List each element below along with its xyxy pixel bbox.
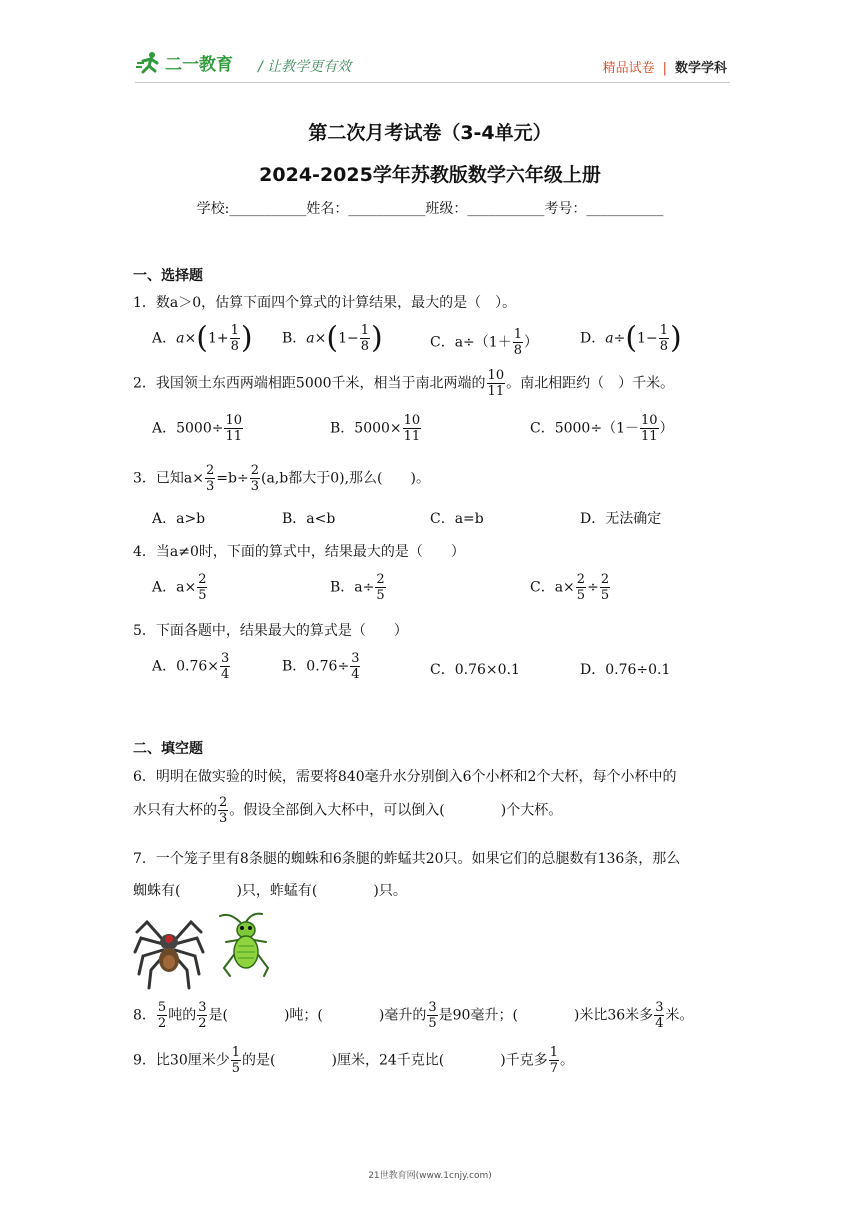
- q4-option-b: B．a÷ $\frac{2}{5}$: [330, 572, 385, 603]
- q4-option-a: A．a× $\frac{2}{5}$: [152, 572, 207, 603]
- q1-option-c: C．a÷（1＋ $\frac{1}{8}$ ）: [430, 327, 538, 358]
- q2-option-a: A．5000÷ $\frac{10}{11}$: [152, 413, 243, 444]
- section-heading-fill: 二、填空题: [133, 741, 203, 757]
- q2-option-c: C．5000÷（1－ $\frac{10}{11}$ ）: [530, 413, 674, 444]
- q5-option-d: D．0.76÷0.1: [580, 662, 671, 678]
- spider-icon: [133, 912, 205, 992]
- q1-option-a: A．a×(1+ $\frac{1}{8}$ ): [152, 320, 253, 356]
- question-1: 1．数a＞0，估算下面四个算式的计算结果，最大的是（ ）。: [133, 295, 517, 311]
- q3-option-b: B．a<b: [282, 511, 336, 527]
- q5-option-b: B．0.76÷ $\frac{3}{4}$: [282, 651, 360, 682]
- question-7-line2: 蜘蛛有( )只，蚱蜢有( )只。: [133, 883, 407, 899]
- header-divider: [135, 82, 730, 83]
- footer-source: 21世教育网(www.1cnjy.com): [368, 1171, 492, 1181]
- question-7-line1: 7．一个笼子里有8条腿的蜘蛛和6条腿的蚱蜢共20只。如果它们的总腿数有136条，那么: [133, 851, 681, 867]
- q3-option-a: A．a>b: [152, 511, 206, 527]
- subject-label: 数学学科: [674, 61, 727, 76]
- q5-option-c: C．0.76×0.1: [430, 662, 520, 678]
- question-6-line2: 水只有大杯的 $\frac{2}{3}$ 。假设全部倒入大杯中，可以倒入( )个大杯。: [133, 795, 563, 826]
- question-4: 4．当a≠0时，下面的算式中，结果最大的是（ ）: [133, 544, 465, 560]
- exam-title: 第二次月考试卷（3-4单元）: [308, 122, 552, 144]
- premium-label: 精品试卷: [602, 61, 655, 76]
- question-2: 2．我国领土东西两端相距5000千米，相当于南北两端的 $\frac{10}{11}$ 。南北相距约（ ）千米。: [133, 368, 675, 399]
- question-8: 8． $\frac{5}{2}$ 吨的 $\frac{3}{2}$ 是( )吨；( )毫升的 $\frac{3}{5}$ 是90毫升；( )米比36米多 $\frac{3}{4}$ 米。: [133, 1000, 694, 1031]
- question-9: 9．比30厘米少 $\frac{1}{5}$ 的是( )厘米，24千克比( )千克多 $\frac{1}{7}$ 。: [133, 1045, 574, 1076]
- runner-logo-icon: [135, 51, 161, 75]
- slogan: / 让教学更有效: [258, 59, 352, 75]
- question-6-line1: 6．明明在做实验的时候，需要将840毫升水分别倒入6个小杯和2个大杯，每个小杯中的: [133, 769, 677, 785]
- q3-option-c: C．a=b: [430, 511, 484, 527]
- q1-option-b: B．a×(1− $\frac{1}{8}$ ): [282, 320, 383, 356]
- student-info-line: 学校:___________姓名：___________班级：___________考号：___________: [196, 201, 664, 217]
- header-right: [603, 57, 727, 76]
- grasshopper-icon: [216, 912, 278, 982]
- q3-option-d: D．无法确定: [580, 511, 662, 527]
- q2-option-b: B．5000× $\frac{10}{11}$: [330, 413, 421, 444]
- question-3: 3．已知a× $\frac{2}{3}$ =b÷ $\frac{2}{3}$ (a,b都大于0),那么( )。: [133, 463, 430, 494]
- brand-name: 二一教育: [165, 55, 233, 75]
- q4-option-c: C．a× $\frac{2}{5}$ ÷ $\frac{2}{5}$: [530, 572, 610, 603]
- brand-logo: [135, 50, 233, 75]
- section-heading-choice: 一、选择题: [133, 268, 203, 284]
- header-separator: |: [662, 61, 667, 76]
- exam-subtitle: 2024-2025学年苏教版数学六年级上册: [259, 164, 601, 186]
- question-5: 5．下面各题中，结果最大的算式是（ ）: [133, 623, 408, 639]
- q5-option-a: A．0.76× $\frac{3}{4}$: [152, 651, 230, 682]
- q1-option-d: D．a÷(1− $\frac{1}{8}$ ): [580, 320, 682, 356]
